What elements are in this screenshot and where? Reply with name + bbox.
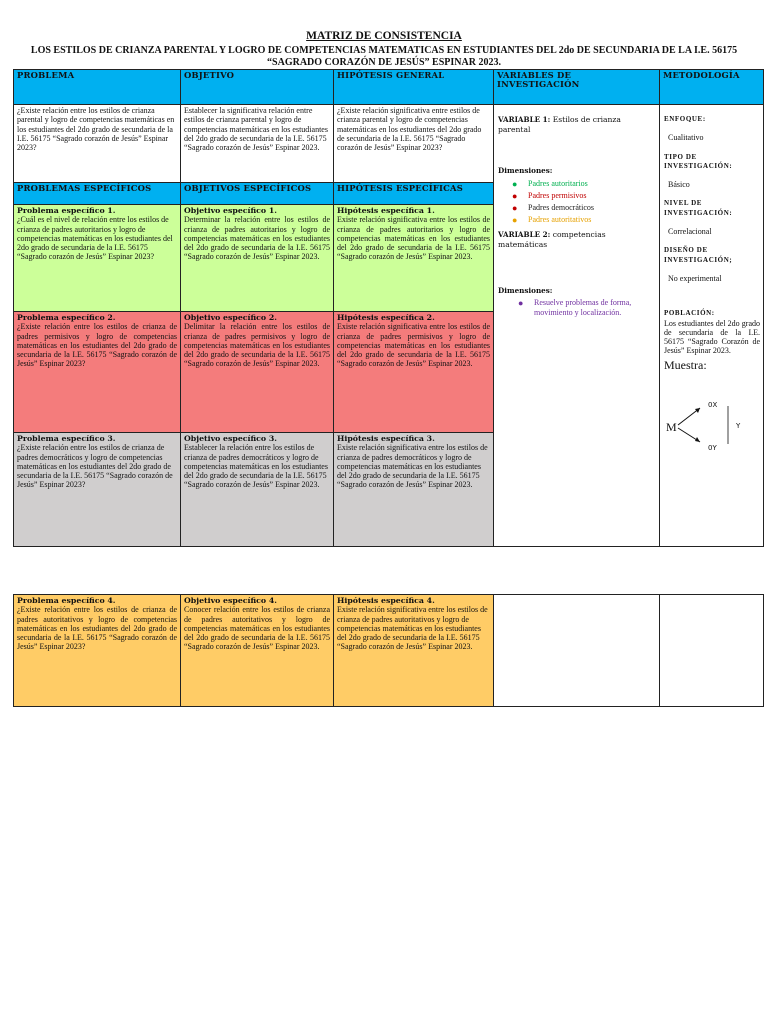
nivel-label: NIVEL DE INVESTIGACIÓN: (664, 199, 733, 217)
objective-3: Objetivo específico 3. Establecer la relación entre los estilos de crianza de padres democráticos y logro de competencias matemáticas en los estudiantes del 2do grado de secundaria de la I.E. 56175 “Sagrado corazón de Jesús” Espinar 2023. (181, 433, 334, 547)
bullet-icon: ● (512, 215, 518, 225)
hypothesis-2: Hipótesis específica 2. Existe relación significativa entre los estilos de crianza de padres permisivos y logro de competencias matemáticas en los estudiantes del 2do grado de secundaria de la I.E. 56175 “Sagrado corazón de Jesús” Espinar 2023. (334, 312, 494, 433)
diagram-m: M (666, 419, 677, 434)
objective-2: Objetivo específico 2. Delimitar la relación entre los estilos de crianza de padres permisivos y logro de competencias matemáticas en los estudiantes del 2do grado de secundaria de la I.E. 56175 “Sagrado corazón de Jesús” Espinar 2023. (181, 312, 334, 433)
header-problema: PROBLEMA (14, 70, 181, 105)
header-objetivos-especificos: OBJETIVOS ESPECÍFICOS (181, 183, 334, 205)
dimension-item: ● Resuelve problemas de forma, movimiento y localización. (518, 298, 632, 317)
bullet-icon: ● (512, 179, 518, 189)
consistency-matrix-continued (13, 594, 764, 707)
enfoque-label: ENFOQUE: (664, 115, 706, 123)
general-row (14, 105, 764, 183)
consistency-matrix (13, 69, 764, 547)
enfoque-value: Cualitativo (668, 133, 704, 143)
nivel-value: Correlacional (668, 227, 712, 237)
specific-row-4 (14, 595, 764, 707)
general-objective: Establecer la significativa relación entre estilos de crianza parental y logro de competencias matemáticas en los estudiantes del 2do grado de secundaria de la I.E. 56175 “Sagrado corazón de Jesús” Espinar 2023. (181, 105, 334, 183)
dimension-item: ● Padres autoritativos (512, 215, 592, 225)
problem-3: Problema específico 3. ¿Existe relación entre los estilos de crianza de padres democráticos y logro de competencias matemáticas en los estudiantes del 2do grado de secundaria de la I.E. 56175 “Sagrado corazón de Jesús” Espinar 2023? (14, 433, 181, 547)
diseno-value: No experimental (668, 273, 722, 283)
dimension-item: ● Padres democráticos (512, 203, 594, 213)
arrow-up-icon (695, 408, 700, 413)
header-objetivo: OBJETIVO (181, 70, 334, 105)
header-variables: VARIABLES DE INVESTIGACIÓN (494, 70, 660, 105)
header-problemas-especificos: PROBLEMAS ESPECÍFICOS (14, 183, 181, 205)
dimensions-2-list (498, 298, 655, 318)
diagram-ox: 0X (708, 400, 718, 409)
variable-2: VARIABLE 2: competencias matemáticas (498, 230, 606, 249)
problem-1: Problema específico 1. ¿Cuál es el nivel de relación entre los estilos de crianza de padres autoritarios y logro de competencias matemáticas en los estudiantes del 2do grado de secundaria de la I.E. 56175 “Sagrado corazón de Jesús” Espinar 2023? (14, 205, 181, 312)
empty-methodology-cell (660, 595, 764, 707)
dimensions-1-label: Dimensiones: (498, 166, 553, 175)
empty-variables-cell (494, 595, 660, 707)
muestra-label: Muestra: (664, 357, 707, 372)
poblacion-value: Los estudiantes del 2do grado de secundaria de la I.E. 56175 “Sagrado Corazón de Jesús” Espinar 2023. (664, 318, 760, 355)
poblacion-label: POBLACIÓN: (664, 309, 715, 318)
problem-2: Problema específico 2. ¿Existe relación entre los estilos de crianza de padres permisivos y logro de competencias matemáticas en los estudiantes del 2do grado de secundaria de la I.E. 56175 “Sagrado corazón de Jesús” Espinar 2023? (14, 312, 181, 433)
variables-cell (494, 105, 660, 547)
document-title: MATRIZ DE CONSISTENCIA (306, 30, 462, 42)
general-problem: ¿Existe relación entre los estilos de crianza parental y logro de competencias matemáticas en los estudiantes del 2do grado de secundaria de la I.E. 56175 “Sagrado corazón de Jesús” Espinar 2023? (14, 105, 181, 183)
objective-1: Objetivo específico 1. Determinar la relación entre los estilos de crianza de padres autoritarios y logro de competencias matemáticas en los estudiantes del 2do grado de secundaria de la I.E. 56175 “Sagrado corazón de Jesús” Espinar 2023. (181, 205, 334, 312)
hypothesis-3: Hipótesis específica 3. Existe relación significativa entre los estilos de crianza de padres democráticos y logro de competencias matemáticas en los estudiantes del 2do grado de secundaria de la I.E. 56175 “Sagrado corazón de Jesús” Espinar 2023. (334, 433, 494, 547)
dimension-item: ● Padres permisivos (512, 191, 587, 201)
objective-4: Objetivo específico 4. Conocer relación entre los estilos de crianza de padres autoritativos y logro de competencias matemáticas en los estudiantes del 2do grado de secundaria de la I.E. 56175 “Sagrado corazón de Jesús” Espinar 2023. (181, 595, 334, 707)
tipo-label: TIPO DE INVESTIGACIÓN: (664, 152, 733, 170)
header-hipotesis-especificas: HIPÓTESIS ESPECÍFICAS (334, 183, 494, 205)
dimensions-2-label: Dimensiones: (498, 286, 553, 295)
header-hipotesis: HIPÓTESIS GENERAL (334, 70, 494, 105)
document-subtitle: LOS ESTILOS DE CRIANZA PARENTAL Y LOGRO DE COMPETENCIAS MATEMATICAS EN ESTUDIANTES DEL 2do DE SECUNDARIA DE LA I.E. 56175 “SAGRADO CORAZÓN DE JESÚS” ESPINAR 2023. (30, 45, 738, 68)
problem-4: Problema específico 4. ¿Existe relación entre los estilos de crianza de padres autoritativos y logro de competencias matemáticas en los estudiantes del 2do grado de secundaria de la I.E. 56175 “Sagrado corazón de Jesús” Espinar 2023? (14, 595, 181, 707)
dimensions-1-list (498, 178, 655, 226)
hypothesis-4: Hipótesis específica 4. Existe relación significativa entre los estilos de crianza de padres autoritativos y logro de competencias matemáticas en los estudiantes del 2do grado de secundaria de la I.E. 56175 “Sagrado corazón de Jesús” Espinar 2023. (334, 595, 494, 707)
header-metodologia: METODOLOGÍA (660, 70, 764, 105)
hypothesis-1: Hipótesis específica 1. Existe relación significativa entre los estilos de crianza de padres autoritarios y logro de competencias matemáticas en los estudiantes del 2do grado de secundaria de la I.E. 56175 “Sagrado corazón de Jesús” Espinar 2023. (334, 205, 494, 312)
diagram-r: Y (736, 421, 741, 430)
bullet-icon: ● (512, 191, 518, 201)
diseno-label: DISEÑO DE INVESTIGACIÓN; (664, 246, 733, 264)
dimension-item: ● Padres autoritarios (512, 179, 588, 189)
variable-1: VARIABLE 1: Estilos de crianza parental (498, 115, 621, 134)
tipo-value: Básico (668, 180, 690, 190)
header-row (14, 70, 764, 105)
sample-diagram (664, 372, 760, 452)
methodology-cell (660, 105, 764, 547)
bullet-icon: ● (512, 203, 518, 213)
arrow-down-icon (695, 437, 700, 442)
diagram-oy: 0Y (708, 443, 717, 452)
bullet-icon: ● (518, 298, 524, 308)
general-hypothesis: ¿Existe relación significativa entre estilos de crianza parental y logro de competencias matemáticas en los estudiantes del 2do grado de secundaria de la I.E. 56175 “Sagrado corazón de Jesús” Espinar 2023? (334, 105, 494, 183)
